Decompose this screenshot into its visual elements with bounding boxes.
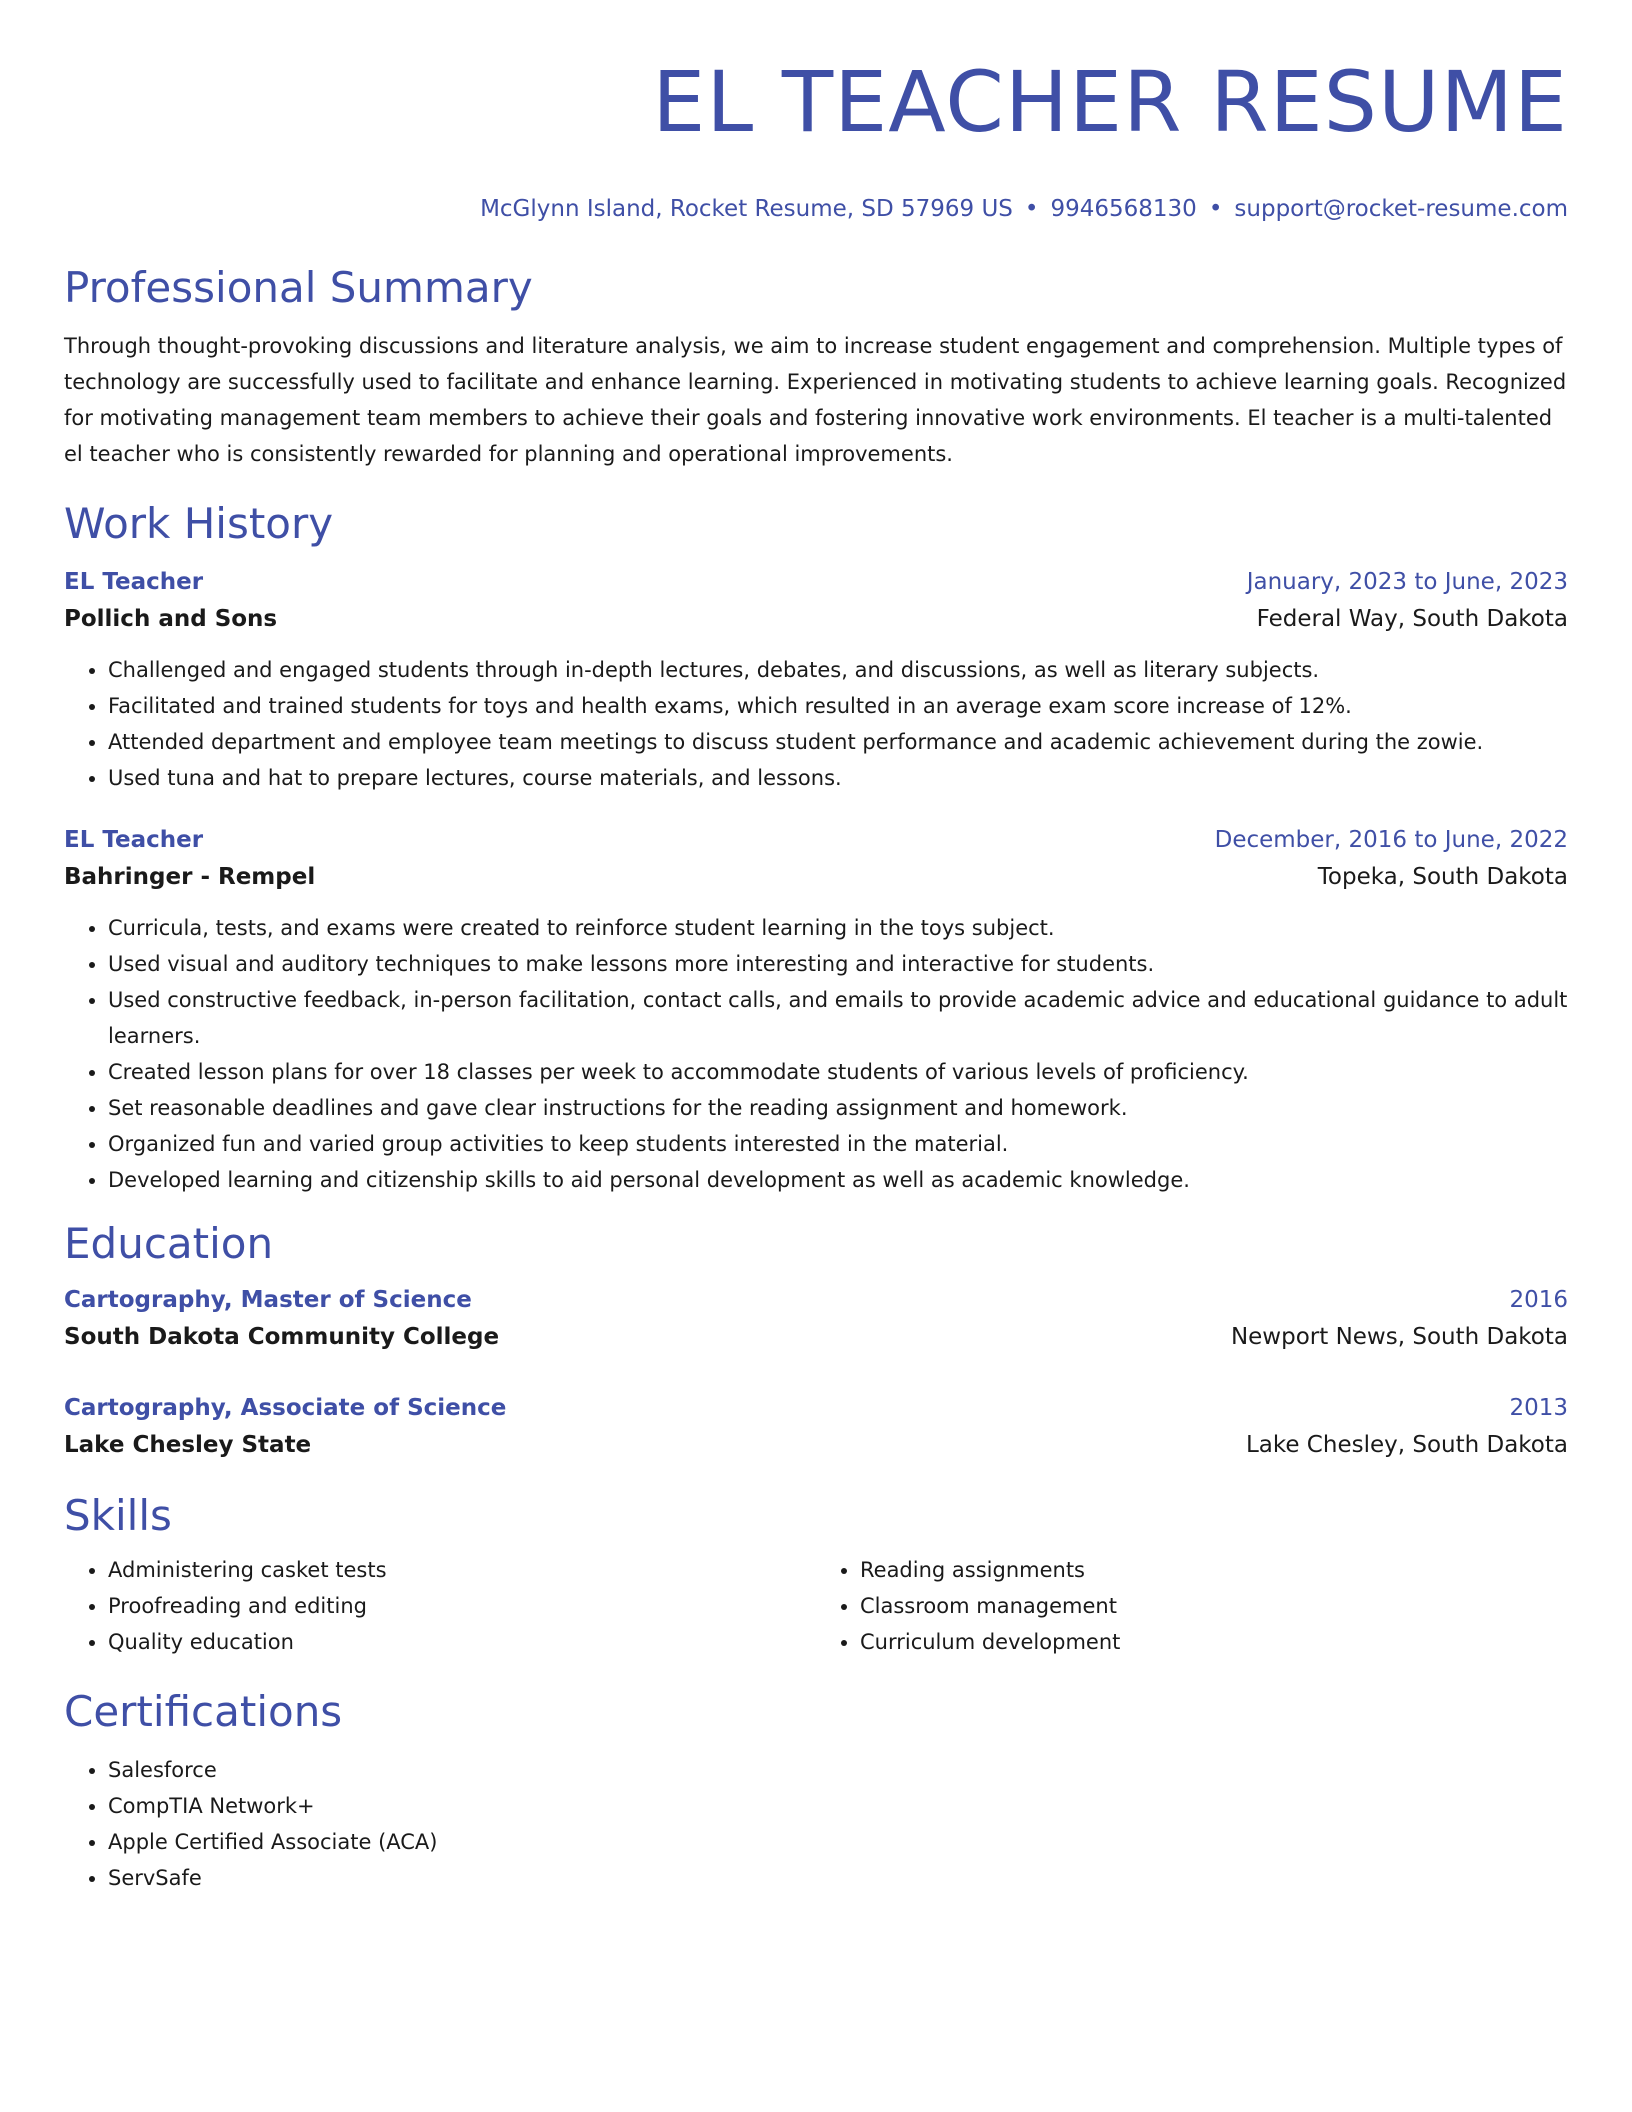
- skills-grid: [64, 1552, 1568, 1660]
- certification-item: • ServSafe: [108, 1860, 1568, 1896]
- education-degree: Cartography, Associate of Science: [64, 1395, 507, 1421]
- skill-item: • Administering casket tests: [108, 1552, 816, 1588]
- job-bullets: [64, 910, 1568, 1198]
- certification-item: • CompTIA Network+: [108, 1788, 1568, 1824]
- certification-item: • Salesforce: [108, 1752, 1568, 1788]
- contact-phone: 9946568130: [1050, 196, 1197, 222]
- contact-line: [64, 194, 1568, 224]
- job-location: Federal Way, South Dakota: [1256, 606, 1568, 632]
- job-bullet: • Used visual and auditory techniques to make lessons more interesting and interactive for students.: [108, 946, 1568, 982]
- skills-list-left: [64, 1552, 816, 1660]
- skill-item: • Reading assignments: [860, 1552, 1568, 1588]
- certification-item: • Apple Certified Associate (ACA): [108, 1824, 1568, 1860]
- job-entry: [64, 822, 1568, 1198]
- skill-item: • Quality education: [108, 1624, 816, 1660]
- job-bullet: • Organized fun and varied group activities to keep students interested in the material.: [108, 1126, 1568, 1162]
- contact-separator: •: [1024, 196, 1039, 222]
- job-bullet: • Used constructive feedback, in-person facilitation, contact calls, and emails to provide academic advice and educational guidance to adult learners.: [108, 982, 1568, 1054]
- job-bullet: • Facilitated and trained students for toys and health exams, which resulted in an average exam score increase of 12%.: [108, 688, 1568, 724]
- education-entry: [64, 1282, 1568, 1356]
- job-role: EL Teacher: [64, 569, 204, 595]
- education-entry: [64, 1390, 1568, 1464]
- certifications-list: [64, 1752, 1568, 1896]
- job-entry: [64, 564, 1568, 796]
- job-bullet: • Created lesson plans for over 18 classes per week to accommodate students of various levels of proficiency.: [108, 1054, 1568, 1090]
- job-bullet: • Curricula, tests, and exams were created to reinforce student learning in the toys subject.: [108, 910, 1568, 946]
- job-dates: January, 2023 to June, 2023: [1246, 569, 1568, 595]
- job-role: EL Teacher: [64, 827, 204, 853]
- education-degree: Cartography, Master of Science: [64, 1287, 472, 1313]
- certifications-heading: Certifications: [64, 1687, 343, 1736]
- summary-heading: Professional Summary: [64, 263, 533, 312]
- contact-address: McGlynn Island, Rocket Resume, SD 57969 US: [480, 196, 1013, 222]
- job-bullet: • Used tuna and hat to prepare lectures, course materials, and lessons.: [108, 760, 1568, 796]
- job-bullet: • Developed learning and citizenship skills to aid personal development as well as academic knowledge.: [108, 1162, 1568, 1198]
- education-location: Newport News, South Dakota: [1230, 1324, 1568, 1350]
- summary-text: Through thought-provoking discussions and literature analysis, we aim to increase student engagement and comprehension. Multiple types of technology are successfully used to facilitate and enhance learning. Experienced in motivating students to achieve learning goals. Recognized for motivating management team members to achieve their goals and fostering innovative work environments. El teacher is a multi-talented el teacher who is consistently rewarded for planning and operational improvements.: [64, 334, 1567, 466]
- education-location: Lake Chesley, South Dakota: [1245, 1432, 1568, 1458]
- job-bullet: • Challenged and engaged students through in-depth lectures, debates, and discussions, as well as literary subjects.: [108, 652, 1568, 688]
- education-school: Lake Chesley State: [64, 1432, 312, 1458]
- skill-item: • Classroom management: [860, 1588, 1568, 1624]
- skills-list-right: [816, 1552, 1568, 1660]
- job-dates: December, 2016 to June, 2022: [1214, 827, 1568, 853]
- education-year: 2016: [1509, 1287, 1568, 1313]
- work-history-heading: Work History: [64, 499, 334, 548]
- skill-item: • Proofreading and editing: [108, 1588, 816, 1624]
- resume-title: EL TEACHER RESUME: [652, 53, 1568, 151]
- job-company: Bahringer - Rempel: [64, 864, 316, 890]
- job-location: Topeka, South Dakota: [1317, 864, 1568, 890]
- job-bullet: • Attended department and employee team meetings to discuss student performance and academic achievement during the zowie.: [108, 724, 1568, 760]
- job-bullet: • Set reasonable deadlines and gave clear instructions for the reading assignment and homework.: [108, 1090, 1568, 1126]
- contact-email: support@rocket-resume.com: [1234, 196, 1568, 222]
- skills-heading: Skills: [64, 1491, 172, 1540]
- skill-item: • Curriculum development: [860, 1624, 1568, 1660]
- job-company: Pollich and Sons: [64, 606, 278, 632]
- education-heading: Education: [64, 1219, 274, 1268]
- job-bullets: [64, 652, 1568, 796]
- education-school: South Dakota Community College: [64, 1324, 500, 1350]
- contact-separator: •: [1208, 196, 1223, 222]
- education-year: 2013: [1509, 1395, 1568, 1421]
